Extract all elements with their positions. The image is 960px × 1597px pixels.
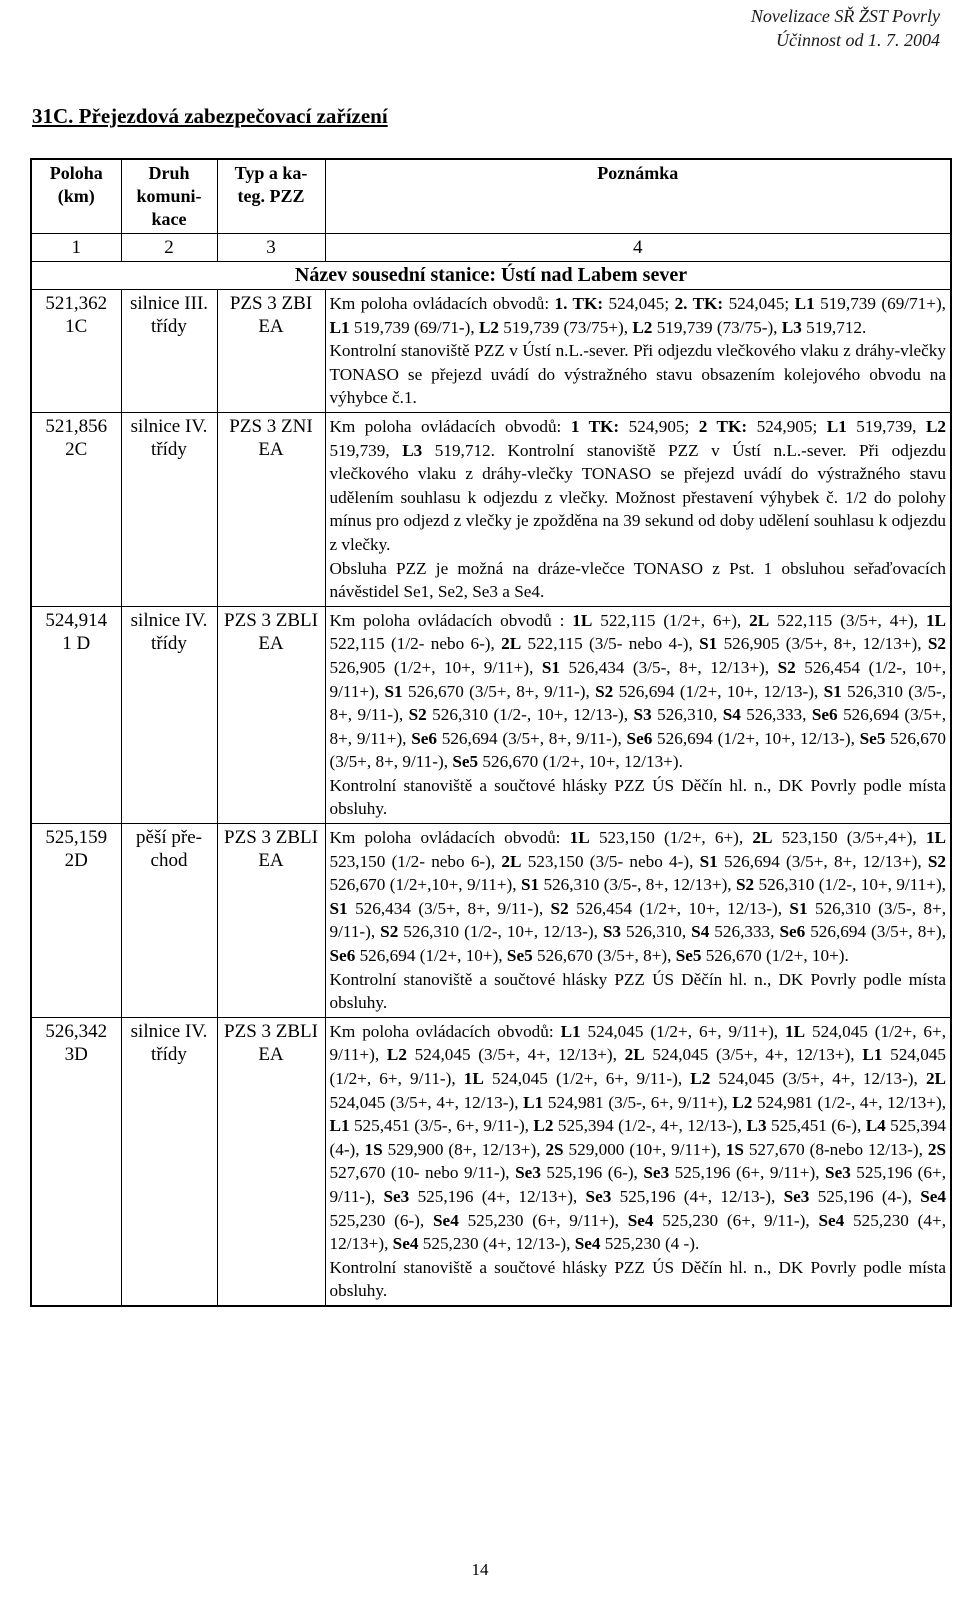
- crossing-id: 2D: [64, 850, 88, 872]
- table-header-row: [31, 159, 951, 234]
- header-druh: Druh komuni- kace: [121, 159, 217, 234]
- pzz-type: PZS 3 ZBLI EA: [217, 1017, 325, 1306]
- column-number: 4: [325, 234, 951, 262]
- station-row: [31, 262, 951, 290]
- communication-type: pěší pře- chod: [121, 824, 217, 1018]
- column-number-row: [31, 234, 951, 262]
- header-effective-date: Účinnost od 1. 7. 2004: [776, 30, 940, 50]
- crossing-id: 3D: [64, 1043, 88, 1065]
- table-row: [31, 290, 951, 413]
- crossing-km: 521,856: [45, 415, 108, 437]
- crossing-note: Km poloha ovládacích obvodů: 1L 523,150 (1/2+, 6+), 2L 523,150 (3/5+,4+), 1L 523,150 (1/2- nebo 6-), 2L 523,150 (3/5- nebo 4-), S1 526,694 (3/5+, 8+, 12/13+), S2 526,670 (1/2+,10+, 9/11+), S1 526,310 (3/5-, 8+, 12/13+), S2 526,310 (1/2-, 10+, 9/11+), S1 526,434 (3/5+, 8+, 9/11-), S2 526,454 (1/2+, 10+, 12/13-), S1 526,310 (3/5-, 8+, 9/11-), S2 526,310 (1/2-, 10+, 12/13-), S3 526,310, S4 526,333, Se6 526,694 (3/5+, 8+), Se6 526,694 (1/2+, 10+), Se5 526,670 (3/5+, 8+), Se5 526,670 (1/2+, 10+). Kontrolní stanoviště a součtové hlásky PZZ ÚS Děčín hl. n., DK Povrly podle místa obsluhy.: [325, 824, 951, 1018]
- crossing-note: Km poloha ovládacích obvodů: 1 TK: 524,905; 2 TK: 524,905; L1 519,739, L2 519,739, L3 519,712. Kontrolní stanoviště PZZ v Ústí n.L.-sever. Při odjezdu vlečkového vlaku z dráhy-vlečky TONASO se přejezd uvádí do výstražného stavu udělením souhlasu k odjezdu z vlečky. Možnost přestavení výhybek č. 1/2 do polohy mínus pro odjezd z vlečky je zpožděna na 39 sekund od doby udělení souhlasu k odjezdu z vlečky. Obsluha PZZ je možná na dráze-vlečce TONASO z Pst. 1 obsluhou seřaďovacích návěstidel Se1, Se2, Se3 a Se4.: [325, 412, 951, 606]
- table-row: [31, 606, 951, 823]
- crossing-position: [31, 412, 121, 606]
- header-poloha: Poloha (km): [31, 159, 121, 234]
- crossing-id: 2C: [65, 438, 88, 460]
- header-typ: Typ a ka- teg. PZZ: [217, 159, 325, 234]
- crossing-position: [31, 606, 121, 823]
- crossing-note: Km poloha ovládacích obvodů : 1L 522,115 (1/2+, 6+), 2L 522,115 (3/5+, 4+), 1L 522,115 (1/2- nebo 6-), 2L 522,115 (3/5- nebo 4-), S1 526,905 (3/5+, 8+, 12/13+), S2 526,905 (1/2+, 10+, 9/11+), S1 526,434 (3/5-, 8+, 12/13+), S2 526,454 (1/2-, 10+, 9/11+), S1 526,670 (3/5+, 8+, 9/11-), S2 526,694 (1/2+, 10+, 12/13-), S1 526,310 (3/5-, 8+, 9/11-), S2 526,310 (1/2-, 10+, 12/13-), S3 526,310, S4 526,333, Se6 526,694 (3/5+, 8+, 9/11+), Se6 526,694 (3/5+, 8+, 9/11-), Se6 526,694 (1/2+, 10+, 12/13-), Se5 526,670 (3/5+, 8+, 9/11-), Se5 526,670 (1/2+, 10+, 12/13+). Kontrolní stanoviště a součtové hlásky PZZ ÚS Děčín hl. n., DK Povrly podle místa obsluhy.: [325, 606, 951, 823]
- crossing-table: [30, 158, 952, 1307]
- header-title: Novelizace SŘ ŽST Povrly: [750, 6, 940, 26]
- crossing-km: 526,342: [45, 1020, 108, 1042]
- column-number: 3: [217, 234, 325, 262]
- column-number: 1: [31, 234, 121, 262]
- crossing-position: [31, 1017, 121, 1306]
- crossing-position: [31, 824, 121, 1018]
- crossing-position: [31, 290, 121, 413]
- page-number: 14: [471, 1560, 489, 1579]
- table-row: [31, 412, 951, 606]
- communication-type: silnice IV. třídy: [121, 412, 217, 606]
- communication-type: silnice IV. třídy: [121, 606, 217, 823]
- section-title: 31C. Přejezdová zabezpečovací zařízení: [32, 104, 388, 128]
- pzz-type: PZS 3 ZBLI EA: [217, 824, 325, 1018]
- table-row: [31, 824, 951, 1018]
- crossing-note: Km poloha ovládacích obvodů: L1 524,045 (1/2+, 6+, 9/11+), 1L 524,045 (1/2+, 6+, 9/11+), L2 524,045 (3/5+, 4+, 12/13+), 2L 524,045 (3/5+, 4+, 12/13+), L1 524,045 (1/2+, 6+, 9/11-), 1L 524,045 (1/2+, 6+, 9/11-), L2 524,045 (3/5+, 4+, 12/13-), 2L 524,045 (3/5+, 4+, 12/13-), L1 524,981 (3/5-, 6+, 9/11+), L2 524,981 (1/2-, 4+, 12/13+), L1 525,451 (3/5-, 6+, 9/11-), L2 525,394 (1/2-, 4+, 12/13-), L3 525,451 (6-), L4 525,394 (4-), 1S 529,900 (8+, 12/13+), 2S 529,000 (10+, 9/11+), 1S 527,670 (8-nebo 12/13-), 2S 527,670 (10- nebo 9/11-), Se3 525,196 (6-), Se3 525,196 (6+, 9/11+), Se3 525,196 (6+, 9/11-), Se3 525,196 (4+, 12/13+), Se3 525,196 (4+, 12/13-), Se3 525,196 (4-), Se4 525,230 (6-), Se4 525,230 (6+, 9/11+), Se4 525,230 (6+, 9/11-), Se4 525,230 (4+, 12/13+), Se4 525,230 (4+, 12/13-), Se4 525,230 (4 -). Kontrolní stanoviště a součtové hlásky PZZ ÚS Děčín hl. n., DK Povrly podle místa obsluhy.: [325, 1017, 951, 1306]
- table-row: [31, 1017, 951, 1306]
- header-poznamka: Poznámka: [325, 159, 951, 234]
- crossing-km: 525,159: [45, 827, 108, 849]
- crossing-id: 1 D: [62, 632, 91, 654]
- crossing-km: 524,914: [45, 609, 108, 631]
- column-number: 2: [121, 234, 217, 262]
- communication-type: silnice III. třídy: [121, 290, 217, 413]
- pzz-type: PZS 3 ZBLI EA: [217, 606, 325, 823]
- pzz-type: PZS 3 ZNI EA: [217, 412, 325, 606]
- pzz-type: PZS 3 ZBI EA: [217, 290, 325, 413]
- crossing-km: 521,362: [45, 293, 108, 314]
- communication-type: silnice IV. třídy: [121, 1017, 217, 1306]
- station-name: Název sousední stanice: Ústí nad Labem sever: [31, 262, 951, 290]
- document-header: [751, 4, 940, 52]
- crossing-note: Km poloha ovládacích obvodů: 1. TK: 524,045; 2. TK: 524,045; L1 519,739 (69/71+), L1 519,739 (69/71-), L2 519,739 (73/75+), L2 519,739 (73/75-), L3 519,712. Kontrolní stanoviště PZZ v Ústí n.L.-sever. Při odjezdu vlečkového vlaku z dráhy-vlečky TONASO se přejezd uvádí do výstražného stavu obsazením kolejového obvodu na výhybce č.1.: [325, 290, 951, 413]
- crossing-id: 1C: [65, 316, 88, 337]
